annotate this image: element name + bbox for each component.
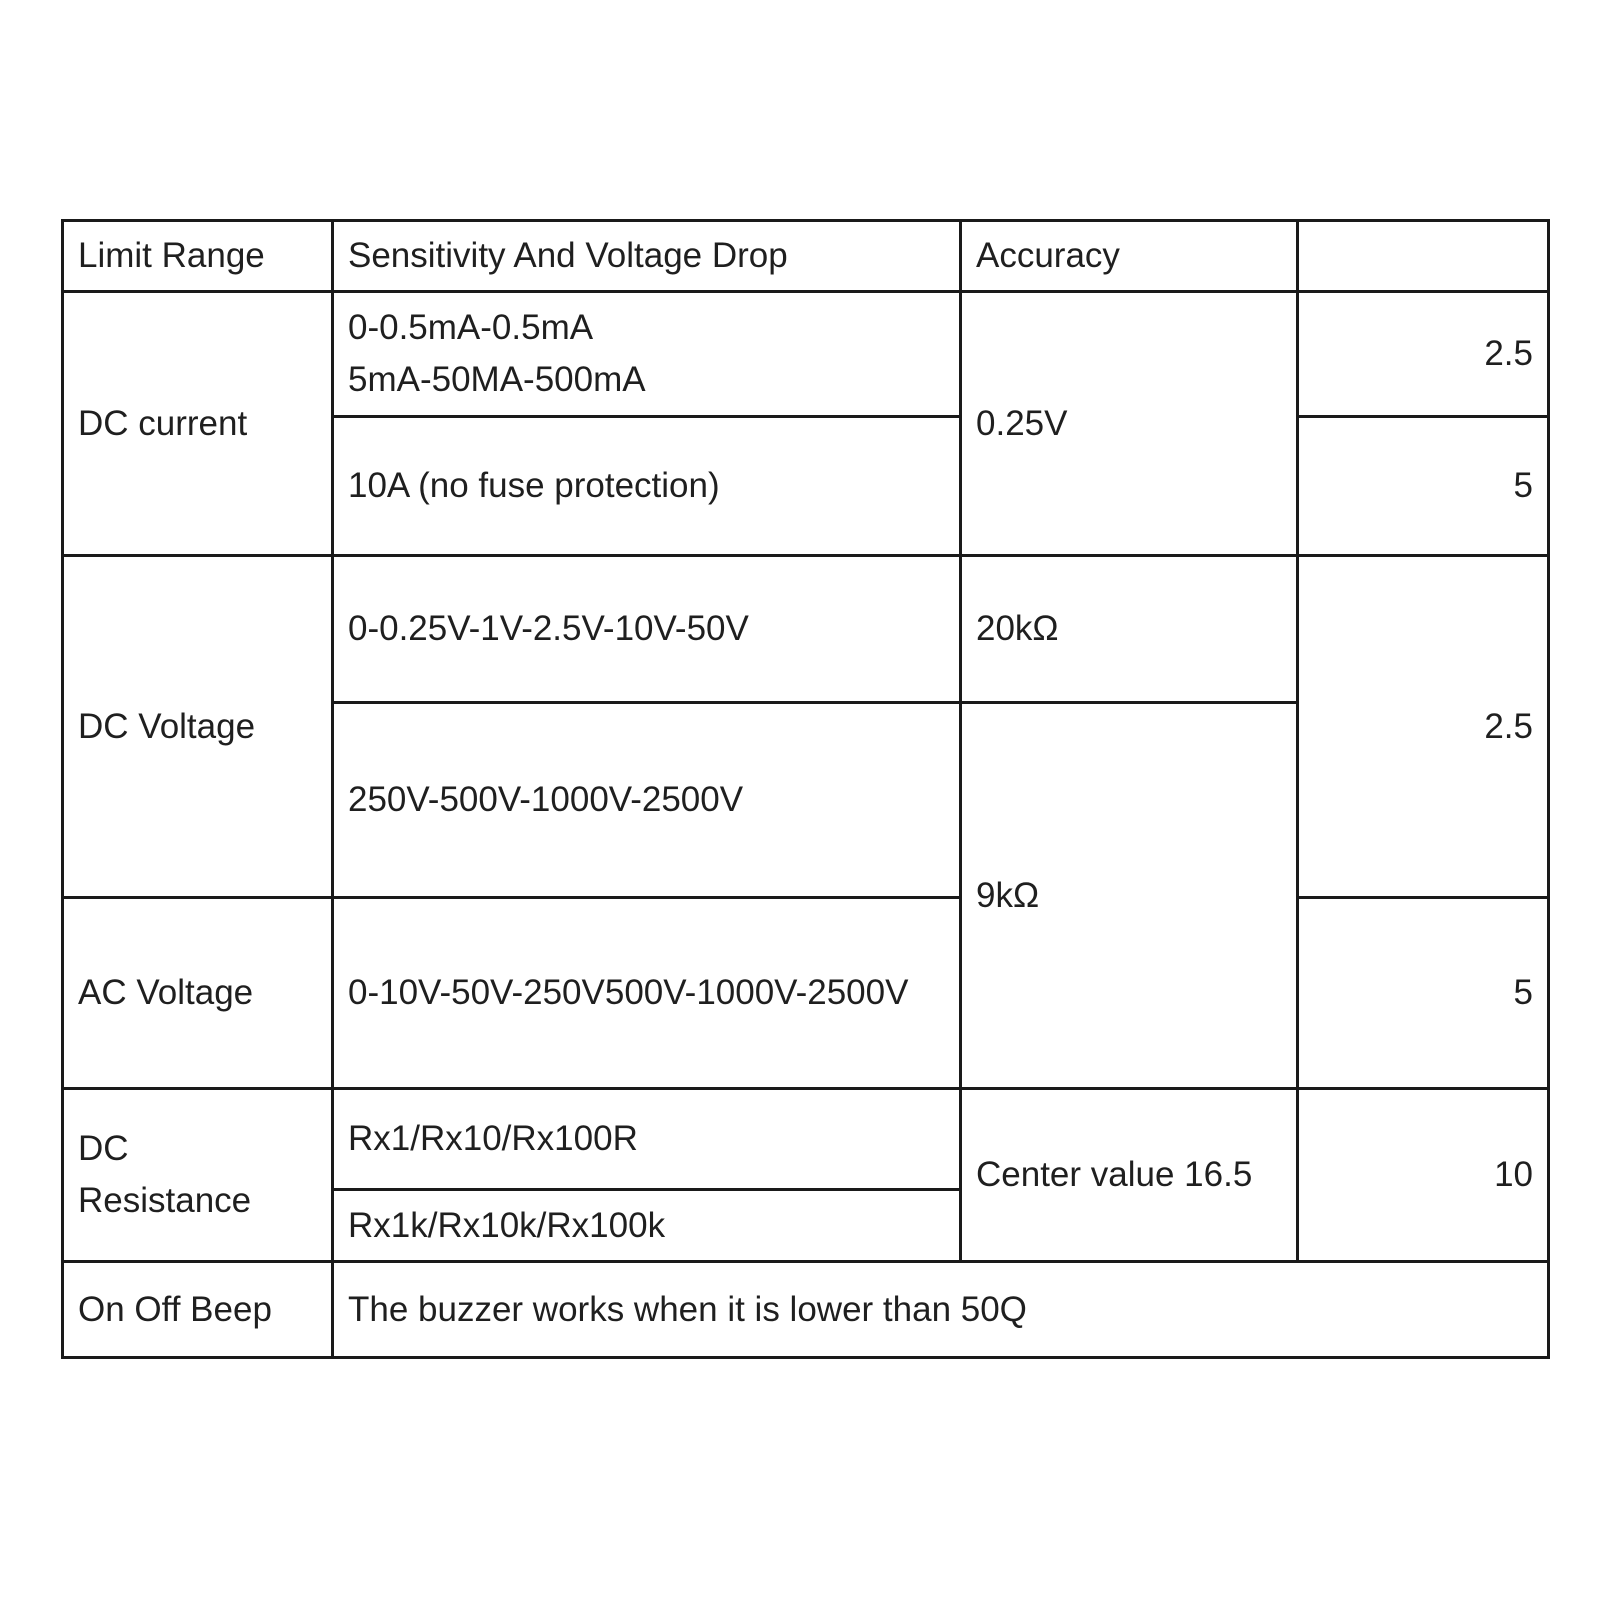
spec-table — [61, 219, 1550, 1359]
dc-current-label: DC current — [63, 292, 333, 556]
ac-voltage-label: AC Voltage — [63, 898, 333, 1089]
dc-current-range-2: 10A (no fuse protection) — [333, 417, 961, 556]
dc-voltage-sensitivity-1: 20kΩ — [961, 556, 1298, 703]
header-accuracy: Accuracy — [961, 221, 1298, 292]
ac-voltage-accuracy: 5 — [1298, 898, 1549, 1089]
header-limit-range: Limit Range — [63, 221, 333, 292]
dc-resistance-accuracy: 10 — [1298, 1089, 1549, 1262]
dc-resistance-range-1: Rx1/Rx10/Rx100R — [333, 1089, 961, 1190]
dc-resistance-center: Center value 16.5 — [961, 1089, 1298, 1262]
dc-resistance-label-line-2: Resistance — [78, 1181, 252, 1220]
shared-sensitivity-9k: 9kΩ — [961, 703, 1298, 1089]
dc-voltage-range-2: 250V-500V-1000V-2500V — [333, 703, 961, 898]
dc-current-range-1-line-2: 5mA-50MA-500mA — [348, 360, 646, 399]
table-row — [63, 292, 1549, 417]
dc-voltage-range-1: 0-0.25V-1V-2.5V-10V-50V — [333, 556, 961, 703]
table-row — [63, 1262, 1549, 1358]
table-row — [63, 898, 1549, 1089]
header-extra — [1298, 221, 1549, 292]
dc-resistance-label — [63, 1089, 333, 1262]
dc-current-accuracy-1: 2.5 — [1298, 292, 1549, 417]
table-header-row — [63, 221, 1549, 292]
dc-voltage-label: DC Voltage — [63, 556, 333, 898]
beep-description: The buzzer works when it is lower than 50Q — [333, 1262, 1549, 1358]
dc-resistance-range-2: Rx1k/Rx10k/Rx100k — [333, 1190, 961, 1262]
dc-current-range-1 — [333, 292, 961, 417]
table-row — [63, 1089, 1549, 1190]
dc-current-accuracy-2: 5 — [1298, 417, 1549, 556]
dc-resistance-label-line-1: DC — [78, 1129, 129, 1168]
dc-current-voltage-drop: 0.25V — [961, 292, 1298, 556]
dc-current-range-1-line-1: 0-0.5mA-0.5mA — [348, 308, 594, 347]
header-sensitivity: Sensitivity And Voltage Drop — [333, 221, 961, 292]
dc-voltage-accuracy: 2.5 — [1298, 556, 1549, 898]
ac-voltage-range: 0-10V-50V-250V500V-1000V-2500V — [333, 898, 961, 1089]
beep-label: On Off Beep — [63, 1262, 333, 1358]
table-row — [63, 556, 1549, 703]
